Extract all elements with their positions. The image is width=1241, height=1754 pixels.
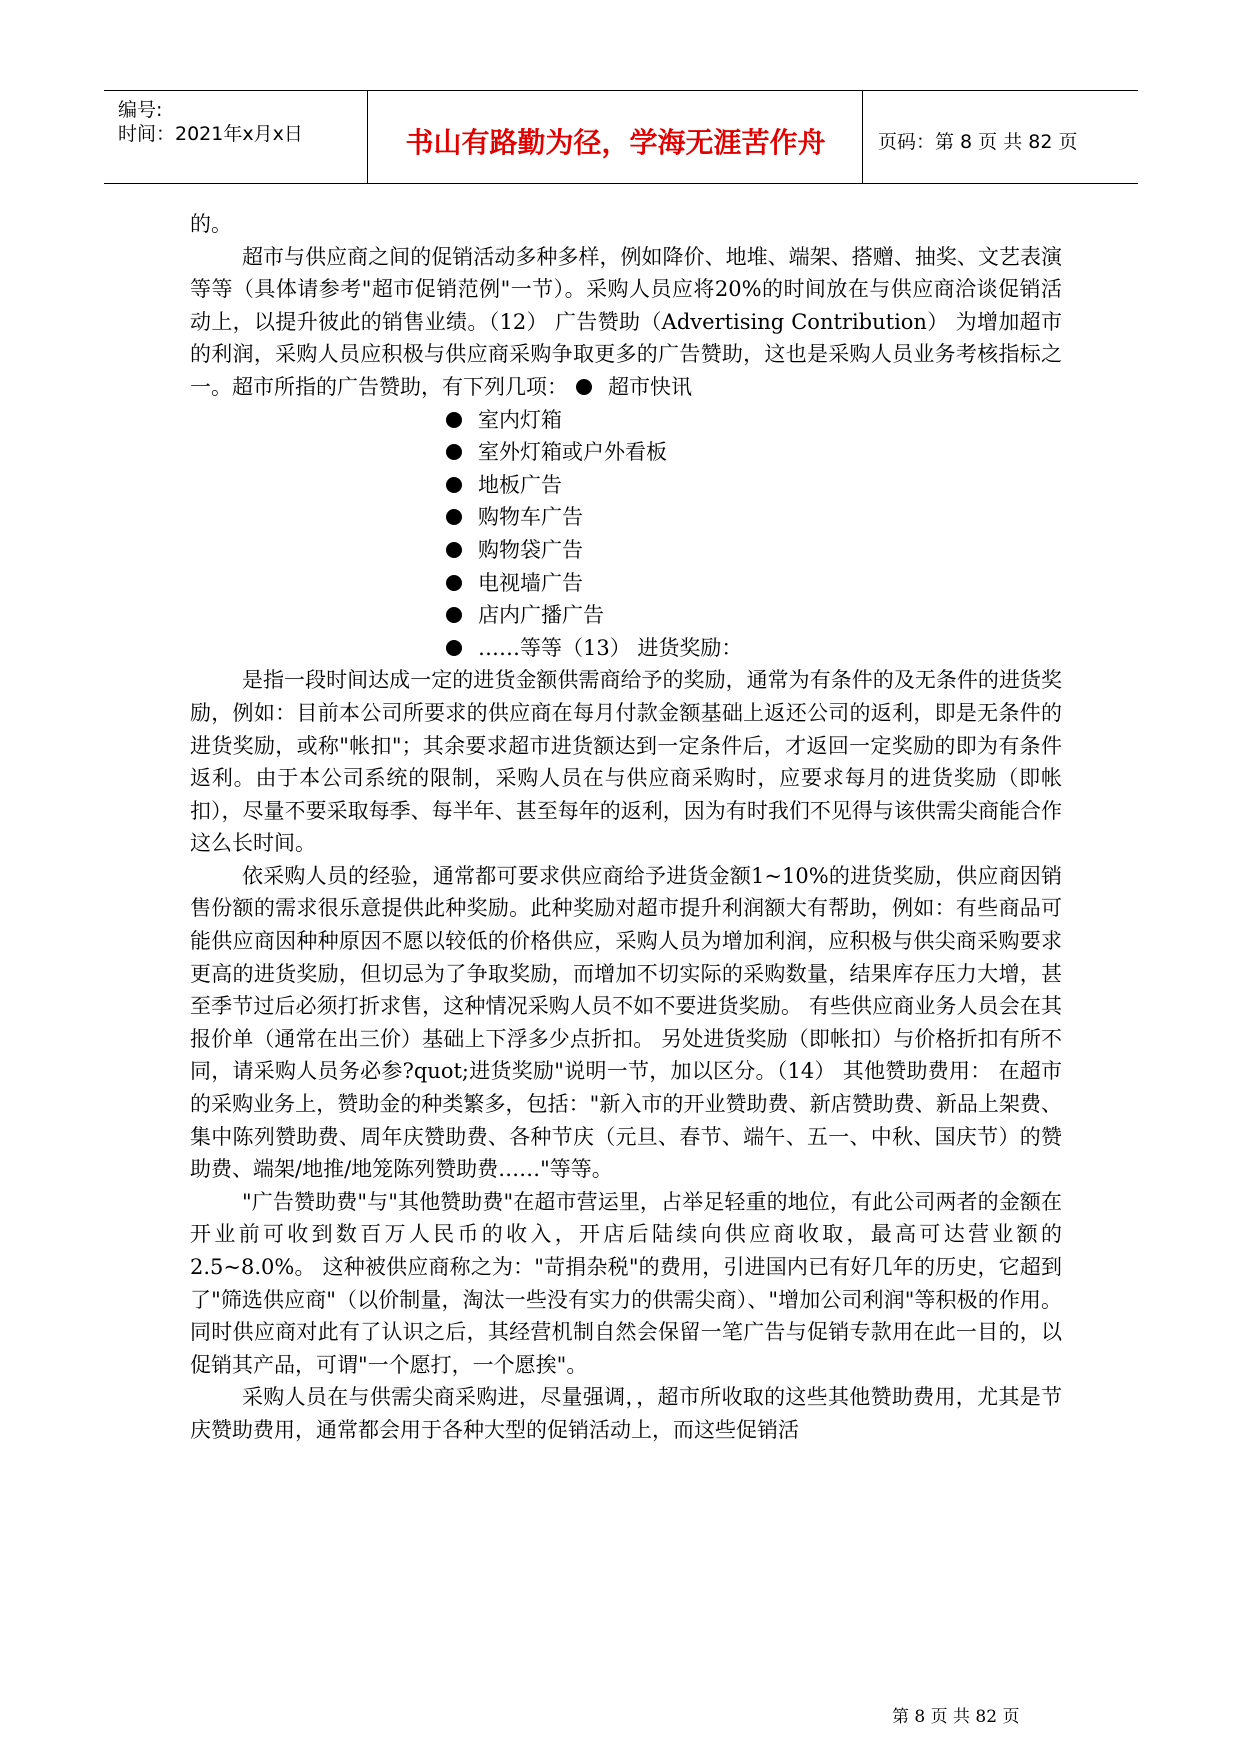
paragraph-3: 是指一段时间达成一定的进货金额供需商给予的奖励，通常为有条件的及无条件的进货奖励，例如：目前本公司所要求的供应商在每月付款金额基础上返还公司的返利，即是无条件的进货奖励，或称"帐扣"；其余要求超市进货额达到一定条件后，才返回一定奖励的即为有条件返利。由于本公司系统的限制，采购人员在与供应商采购时，应要求每月的进货奖励（即帐扣），尽量不要采取每季、每半年、甚至每年的返利，因为有时我们不见得与该供需尖商能合作这么长时间。 [190,668,1062,856]
bullet-item-label: 购物车广告 [478,505,583,530]
bullet-item [190,436,1062,469]
bullet-item [190,599,1062,632]
bullet-item [190,632,1062,665]
paragraph-1: 的。 [190,212,232,236]
bullet-item-label: 电视墙广告 [478,570,583,595]
document-body [190,208,1062,1447]
bullet-item-label: 室内灯箱 [478,407,562,432]
bullet-dot-icon [576,379,592,395]
bullet-item-label: 室外灯箱或户外看板 [478,440,667,465]
header-info-cell [104,91,368,183]
header-page-cell [864,91,1138,183]
bullet-item [190,404,1062,437]
paragraph-2-text: 超市与供应商之间的促销活动多种多样，例如降价、地堆、端架、搭赠、抽奖、文艺表演等等（具体请参考"超市促销范例"一节）。采购人员应将20%的时间放在与供应商洽谈促销活动上，以提升彼此的销售业绩。（12） 广告赞助（Advertising Contribution） 为增加超市的利润，采购人员应积极与供应商采购争取更多的广告赞助，这也是采购人员业务考核指标之一。超市所指的广告赞助，有下列几项： [190,244,1062,399]
bullet-dot-icon [446,509,462,525]
paragraph-4: 依采购人员的经验，通常都可要求供应商给予进货金额1~10%的进货奖励，供应商因销售份额的需求很乐意提供此种奖励。此种奖励对超市提升利润额大有帮助，例如：有些商品可能供应商因种种原因不愿以较低的价格供应，采购人员为增加利润，应积极与供尖商采购要求更高的进货奖励，但切忌为了争取奖励，而增加不切实际的采购数量，结果库存压力大增，甚至季节过后必须打折求售，这种情况采购人员不如不要进货奖励。 有些供应商业务人员会在其报价单（通常在出三价）基础上下浮多少点折扣。 另处进货奖励（即帐扣）与价格折扣有所不同，请采购人员务必参?quot;进货奖励"说明一节，加以区分。（14） 其他赞助费用： 在超市的采购业务上，赞助金的种类繁多，包括："新入市的开业赞助费、新店赞助费、新品上架费、集中陈列赞助费、周年庆赞助费、各种节庆（元旦、春节、端午、五一、中秋、国庆节）的赞助费、端架/地推/地笼陈列赞助费……"等等。 [190,863,1062,1182]
bullet-item-label: 地板广告 [478,472,562,497]
paragraph-2 [190,241,1062,404]
header-motto-cell [369,91,863,183]
bullet-dot-icon [446,640,462,656]
bullet-item [190,567,1062,600]
bullet-dot-icon [446,542,462,558]
bullet-item-first: 超市快讯 [608,374,692,399]
document-number-label: 编号: [118,99,163,121]
page-code: 页码：第 8 页 共 82 页 [878,131,1078,153]
bullet-item-label: ……等等（13） 进货奖励： [478,635,743,660]
bullet-list [190,404,1062,665]
bullet-dot-icon [446,607,462,623]
page-footer: 第 8 页 共 82 页 [892,1707,1020,1727]
bullet-item [190,501,1062,534]
bullet-item-label: 购物袋广告 [478,537,583,562]
bullet-item [190,534,1062,567]
bullet-dot-icon [446,444,462,460]
bullet-item [190,469,1062,502]
bullet-item-label: 店内广播广告 [478,603,604,628]
page-header [104,90,1138,184]
motto: 书山有路勤为径，学海无涯苦作舟 [405,126,826,159]
bullet-dot-icon [446,575,462,591]
document-time-label: 时间：2021年x月x日 [118,123,303,145]
paragraph-5: "广告赞助费"与"其他赞助费"在超市营运里，占举足轻重的地位，有此公司两者的金额在开业前可收到数百万人民币的收入，开店后陆续向供应商收取，最高可达营业额的2.5~8.0%。 这种被供应商称之为："苛捐杂税"的费用，引进国内已有好几年的历史，它超到了"筛选供应商"（以价制量，淘汰一些没有实力的供需尖商）、"增加公司利润"等积极的作用。同时供应商对此有了认识之后，其经营机制自然会保留一笔广告与促销专款用在此一目的，以促销其产品，可谓"一个愿打，一个愿挨"。 [190,1189,1062,1377]
bullet-dot-icon [446,477,462,493]
bullet-dot-icon [446,412,462,428]
paragraph-6: 采购人员在与供需尖商采购进，尽量强调，，超市所收取的这些其他赞助费用，尤其是节庆赞助费用，通常都会用于各种大型的促销活动上，而这些促销活 [190,1385,1062,1442]
